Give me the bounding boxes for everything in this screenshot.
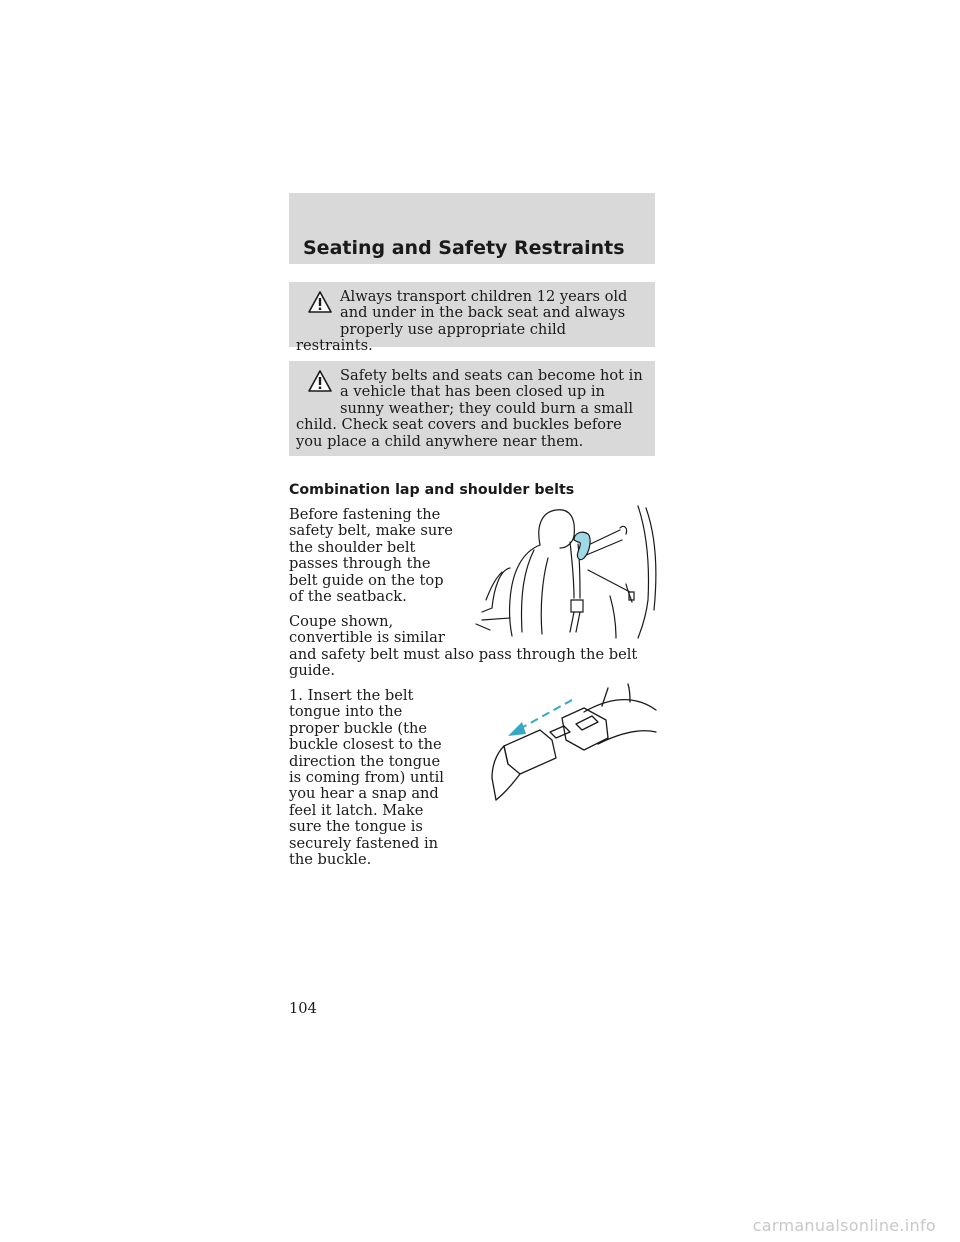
warning-box-hot-seats: [289, 361, 655, 456]
section-heading: Combination lap and shoulder belts: [289, 482, 575, 498]
footer-watermark: carmanualsonline.info: [752, 1216, 936, 1235]
seat-belt-guide-illustration: [470, 500, 660, 640]
section-title: Seating and Safety Restraints: [303, 237, 625, 259]
warning-triangle-icon: [296, 368, 340, 402]
paragraph-convertible: and safety belt must also pass through the belt guide.: [289, 646, 638, 680]
paragraph-coupe-shown: Coupe shown, convertible is similar: [289, 613, 445, 647]
step-1-insert-tongue: 1. Insert the belt tongue into the proper buckle (the buckle closest to the direction the tongue is coming from) until you hear a snap and feel it latch. Make sure the tongue is securely fastened in the buckle.: [289, 687, 444, 869]
warning-text: Safety belts and seats can become hot in a vehicle that has been closed up in sunny weather; they could burn a small child. Check seat covers and buckles before you place a child anywhere near them.: [296, 367, 643, 450]
paragraph-belt-guide: Before fastening the safety belt, make sure the shoulder belt passes through the belt guide on the top of the seatback.: [289, 506, 453, 606]
buckle-insert-illustration: [488, 682, 660, 804]
page-number: 104: [289, 1000, 317, 1017]
section-header-band: [289, 193, 655, 264]
warning-triangle-icon: [296, 289, 340, 323]
warning-text: Always transport children 12 years old and under in the back seat and always properly use appropriate child restraints.: [296, 288, 628, 355]
warning-box-children: [289, 282, 655, 355]
